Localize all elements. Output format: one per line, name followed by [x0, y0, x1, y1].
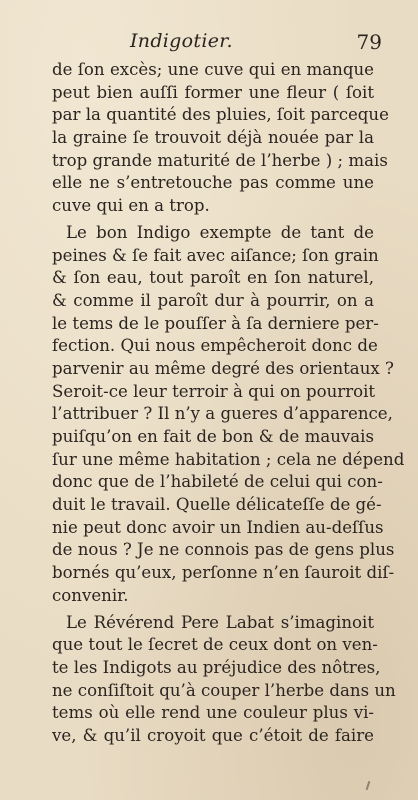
page-number: 79	[356, 30, 382, 54]
text-line: puiſqu’on en fait de bon & de mauvais	[52, 427, 374, 446]
text-line: Seroit-ce leur terroir à qui on pourroit	[52, 381, 376, 401]
text-line: nie peut donc avoir un Indien au-deſſus	[52, 517, 384, 537]
text-line: cuve qui en a trop.	[52, 196, 210, 216]
text-line: te les Indigots au préjudice des nôtres,	[52, 657, 381, 677]
text-line: par la quantité des pluies, ſoit parceque	[52, 105, 389, 125]
text-line: tems où elle rend une couleur plus vi-	[52, 703, 374, 723]
text-line: peut bien auſſi former une fleur ( ſoit	[52, 82, 374, 102]
text-line: de nous ? Je ne connois pas de gens plus	[52, 540, 395, 560]
page-header	[52, 30, 382, 58]
body-text	[52, 59, 405, 748]
text-line: convenir.	[52, 585, 129, 605]
running-title: Indigotier.	[130, 30, 233, 52]
text-line: Le bon Indigo exempte de tant de	[66, 222, 374, 242]
text-line: le tems de le pouſſer à ſa derniere per-	[52, 313, 379, 333]
text-line: & comme il paroît dur à pourrir, on a	[52, 290, 374, 310]
text-line: parvenir au même degré des orientaux ?	[52, 358, 394, 378]
text-line: la graine ſe trouvoit déjà nouée par la	[52, 128, 374, 148]
text-line: Le Révérend Pere Labat s’imaginoit	[66, 612, 374, 632]
text-line: ne conſiſtoit qu’à couper l’herbe dans un	[52, 680, 396, 700]
text-line: l’attribuer ? Il n’y a gueres d’apparence,	[52, 404, 393, 424]
text-line: bornés qu’eux, perſonne n’en ſauroit diſ-	[52, 563, 395, 583]
text-line: donc que de l’habileté de celui qui con-	[52, 472, 383, 492]
text-line: elle ne s’entretouche pas comme une	[52, 173, 374, 193]
text-line: & ſon eau, tout paroît en ſon naturel,	[52, 268, 374, 288]
text-line: fection. Qui nous empêcheroit donc de	[52, 336, 378, 356]
text-line: ve, & qu’il croyoit que c’étoit de faire	[52, 725, 374, 745]
text-line: de ſon excès; une cuve qui en manque	[52, 60, 374, 79]
ink-mark	[366, 781, 371, 790]
text-line: peines & ſe fait avec aiſance; ſon grain	[52, 245, 379, 265]
text-line: que tout le ſecret de ceux dont on ven-	[52, 635, 378, 655]
text-line: trop grande maturité de l’herbe ) ; mais	[52, 150, 388, 170]
text-line: ſur une même habitation ; cela ne dépend	[52, 449, 405, 469]
text-line: duit le travail. Quelle délicateſſe de gé-	[52, 495, 382, 515]
